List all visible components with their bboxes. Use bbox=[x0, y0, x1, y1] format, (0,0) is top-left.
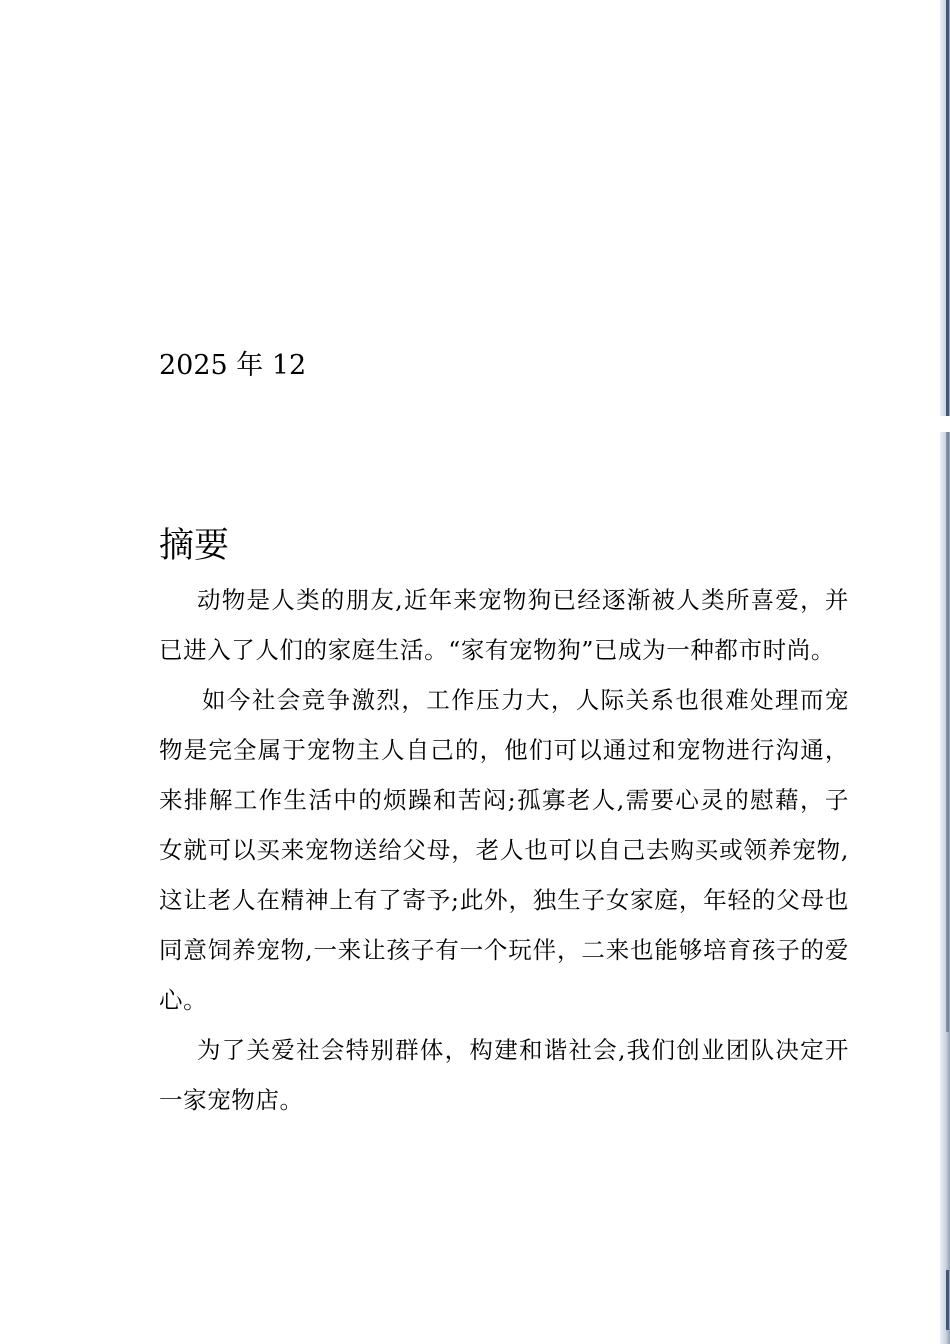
edge-stripe bbox=[946, 0, 949, 416]
abstract-body bbox=[159, 575, 849, 1125]
abstract-paragraph: 为了关爱社会特别群体，构建和谐社会,我们创业团队决定开一家宠物店。 bbox=[159, 1036, 849, 1114]
abstract-paragraph: 如今社会竞争激烈，工作压力大，人际关系也很难处理而宠物是完全属于宠物主人自己的，他们可以通过和宠物进行沟通，来排解工作生活中的烦躁和苦闷;孤寡老人,需要心灵的慰藉，子女就可以买来宠物送给父母，老人也可以自己去购买或领养宠物,这让老人在精神上有了寄予;此外，独生子女家庭，年轻的父母也同意饲养宠物,一来让孩子有一个玩伴，二来也能够培育孩子的爱心。 bbox=[159, 686, 849, 1014]
window-edge-scroll-region bbox=[940, 0, 950, 416]
window-edge-scroll-region bbox=[940, 432, 950, 1344]
document-date: 2025 年 12 bbox=[159, 350, 307, 381]
abstract-paragraph: 动物是人类的朋友,近年来宠物狗已经逐渐被人类所喜爱，并已进入了人们的家庭生活。“家有宠物狗”已成为一种都市时尚。 bbox=[159, 586, 849, 664]
abstract-heading: 摘要 bbox=[159, 526, 230, 566]
edge-stripe bbox=[946, 432, 949, 1032]
edge-stripe bbox=[946, 1270, 949, 1330]
